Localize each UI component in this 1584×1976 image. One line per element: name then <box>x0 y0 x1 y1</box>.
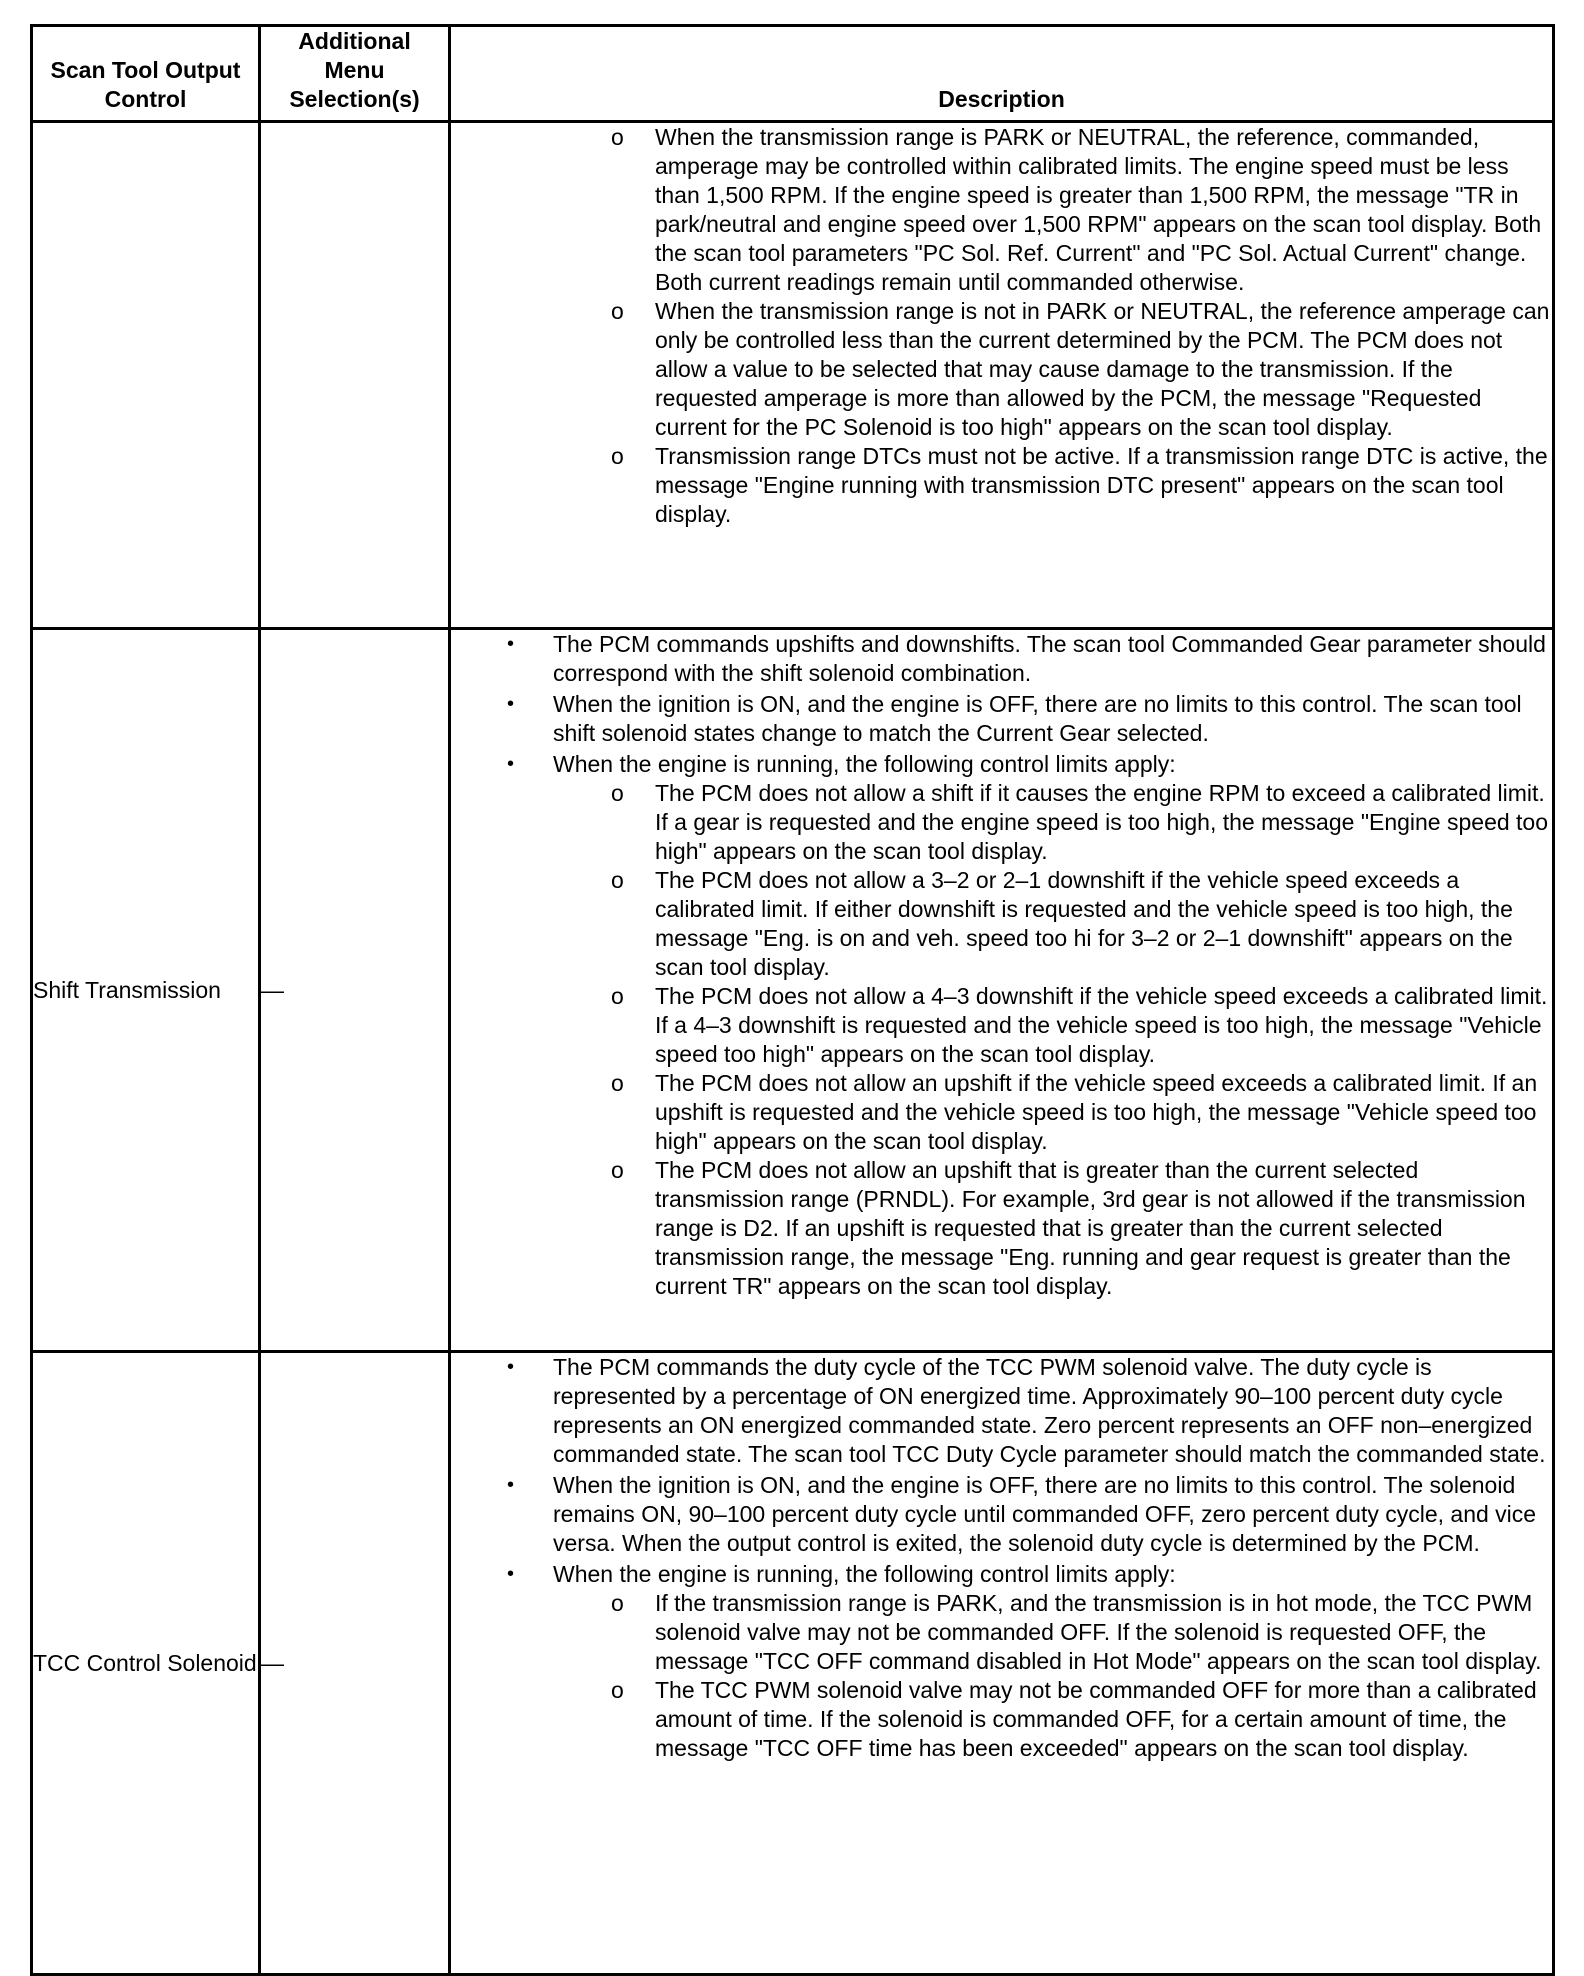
header-text: Additional <box>298 28 411 54</box>
table-header-row <box>32 26 1554 122</box>
sub-bullet-marker: o <box>611 780 624 806</box>
table-row <box>32 122 1554 629</box>
sub-bullet-marker: o <box>611 1677 624 1703</box>
bullet-text: The PCM commands the duty cycle of the TCC PWM solenoid valve. The duty cycle is represented by a percentage of ON energized time. Approximately 90–100 percent duty cycle represents an ON energized commanded state. Zero percent represents an OFF non–energized commanded state. The scan tool TCC Duty Cycle parameter should match the commanded state. <box>553 1354 1546 1467</box>
bullet-list <box>451 1353 1552 1763</box>
bullet-marker: • <box>507 753 515 775</box>
bullet-marker: • <box>507 693 515 715</box>
sub-bullet-marker: o <box>611 1157 624 1183</box>
sub-bullet-marker: o <box>611 443 624 469</box>
sub-bullet-item <box>553 866 1552 982</box>
sub-bullet-text: Transmission range DTCs must not be active. If a transmission range DTC is active, the message "Engine running with transmission DTC present" appears on the scan tool display. <box>655 443 1548 527</box>
sub-bullet-text: When the transmission range is not in PARK or NEUTRAL, the reference amperage can only be controlled less than the current determined by the PCM. The PCM does not allow a value to be selected that may cause damage to the transmission. If the requested amperage is more than allowed by the PCM, the message "Requested current for the PC Solenoid is too high" appears on the scan tool display. <box>655 298 1550 440</box>
header-text: Menu <box>324 57 385 83</box>
sub-bullet-item <box>451 123 1552 297</box>
sub-bullet-item <box>553 1069 1552 1156</box>
bullet-text: When the engine is running, the following control limits apply: <box>553 751 1176 777</box>
header-description <box>450 26 1554 122</box>
bullet-marker: • <box>507 1356 515 1378</box>
sub-bullet-text: The PCM does not allow an upshift that is greater than the current selected transmission range (PRNDL). For example, 3rd gear is not allowed if the transmission range is D2. If an upshift is requested that is greater than the current selected transmission range, the message "Eng. running and gear request is greater than the current TR" appears on the scan tool display. <box>655 1157 1526 1299</box>
sub-bullet-text: The PCM does not allow a 3–2 or 2–1 downshift if the vehicle speed exceeds a calibrated limit. If either downshift is requested and the vehicle speed is too high, the message "Eng. is on and veh. speed too hi for 3–2 or 2–1 downshift" appears on the scan tool display. <box>655 867 1513 980</box>
bullet-text: When the engine is running, the following control limits apply: <box>553 1561 1176 1587</box>
sub-bullet-text: The PCM does not allow a 4–3 downshift if the vehicle speed exceeds a calibrated limit. If a 4–3 downshift is requested and the vehicle speed is too high, the message "Vehicle speed too high" appears on the scan tool display. <box>655 983 1548 1067</box>
sub-bullet-item <box>451 442 1552 529</box>
bullet-item <box>451 1471 1552 1558</box>
sub-bullet-marker: o <box>611 983 624 1009</box>
description-cell <box>450 629 1554 1352</box>
table-row <box>32 1352 1554 1975</box>
header-text: Scan Tool Output <box>50 57 241 83</box>
header-text: Description <box>938 86 1065 112</box>
output-control-cell: Shift Transmission <box>32 629 260 1352</box>
bullet-item <box>451 750 1552 1301</box>
sub-bullet-item <box>553 1156 1552 1301</box>
sub-bullet-list <box>553 1589 1552 1763</box>
sub-bullet-item <box>553 1676 1552 1763</box>
sub-bullet-marker: o <box>611 1070 624 1096</box>
bullet-marker: • <box>507 1563 515 1585</box>
table-row <box>32 629 1554 1352</box>
header-text: Selection(s) <box>289 86 420 112</box>
menu-selection-cell <box>260 122 450 629</box>
sub-bullet-item <box>451 297 1552 442</box>
menu-selection-cell: — <box>260 629 450 1352</box>
sub-bullet-text: If the transmission range is PARK, and the transmission is in hot mode, the TCC PWM solenoid valve may not be commanded OFF. If the solenoid is requested OFF, the message "TCC OFF command disabled in Hot Mode" appears on the scan tool display. <box>655 1590 1542 1674</box>
header-menu-selection <box>260 26 450 122</box>
bullet-text: The PCM commands upshifts and downshifts. The scan tool Commanded Gear parameter should correspond with the shift solenoid combination. <box>553 631 1546 686</box>
header-text: Control <box>104 86 187 112</box>
sub-bullet-item <box>553 779 1552 866</box>
output-control-cell: TCC Control Solenoid <box>32 1352 260 1975</box>
bullet-item <box>451 690 1552 748</box>
bullet-text: When the ignition is ON, and the engine is OFF, there are no limits to this control. The solenoid remains ON, 90–100 percent duty cycle until commanded OFF, zero percent duty cycle, and vice versa. When the output control is exited, the solenoid duty cycle is determined by the PCM. <box>553 1472 1537 1556</box>
sub-bullet-list <box>451 123 1552 529</box>
sub-bullet-text: The PCM does not allow a shift if it causes the engine RPM to exceed a calibrated limit. If a gear is requested and the engine speed is too high, the message "Engine speed too high" appears on the scan tool display. <box>655 780 1549 864</box>
description-cell <box>450 122 1554 629</box>
bullet-item <box>451 630 1552 688</box>
menu-selection-cell: — <box>260 1352 450 1975</box>
bullet-marker: • <box>507 1474 515 1496</box>
bullet-item <box>451 1560 1552 1763</box>
sub-bullet-marker: o <box>611 1590 624 1616</box>
scan-tool-output-control-table <box>30 24 1555 1976</box>
sub-bullet-marker: o <box>611 298 624 324</box>
bullet-list <box>451 630 1552 1301</box>
sub-bullet-item <box>553 1589 1552 1676</box>
sub-bullet-marker: o <box>611 124 624 150</box>
sub-bullet-item <box>553 982 1552 1069</box>
sub-bullet-text: The PCM does not allow an upshift if the vehicle speed exceeds a calibrated limit. If an upshift is requested and the vehicle speed is too high, the message "Vehicle speed too high" appears on the scan tool display. <box>655 1070 1538 1154</box>
output-control-cell <box>32 122 260 629</box>
bullet-marker: • <box>507 633 515 655</box>
sub-bullet-marker: o <box>611 867 624 893</box>
description-cell <box>450 1352 1554 1975</box>
sub-bullet-text: The TCC PWM solenoid valve may not be commanded OFF for more than a calibrated amount of time. If the solenoid is commanded OFF, for a certain amount of time, the message "TCC OFF time has been exceeded" appears on the scan tool display. <box>655 1677 1537 1761</box>
sub-bullet-text: When the transmission range is PARK or NEUTRAL, the reference, commanded, amperage may be controlled within calibrated limits. The engine speed must be less than 1,500 RPM. If the engine speed is greater than 1,500 RPM, the message "TR in park/neutral and engine speed over 1,500 RPM" appears on the scan tool display. Both the scan tool parameters "PC Sol. Ref. Current" and "PC Sol. Actual Current" change. Both current readings remain until commanded otherwise. <box>655 124 1542 295</box>
bullet-text: When the ignition is ON, and the engine is OFF, there are no limits to this control. The scan tool shift solenoid states change to match the Current Gear selected. <box>553 691 1522 746</box>
sub-bullet-list <box>553 779 1552 1301</box>
bullet-item <box>451 1353 1552 1469</box>
header-output-control <box>32 26 260 122</box>
